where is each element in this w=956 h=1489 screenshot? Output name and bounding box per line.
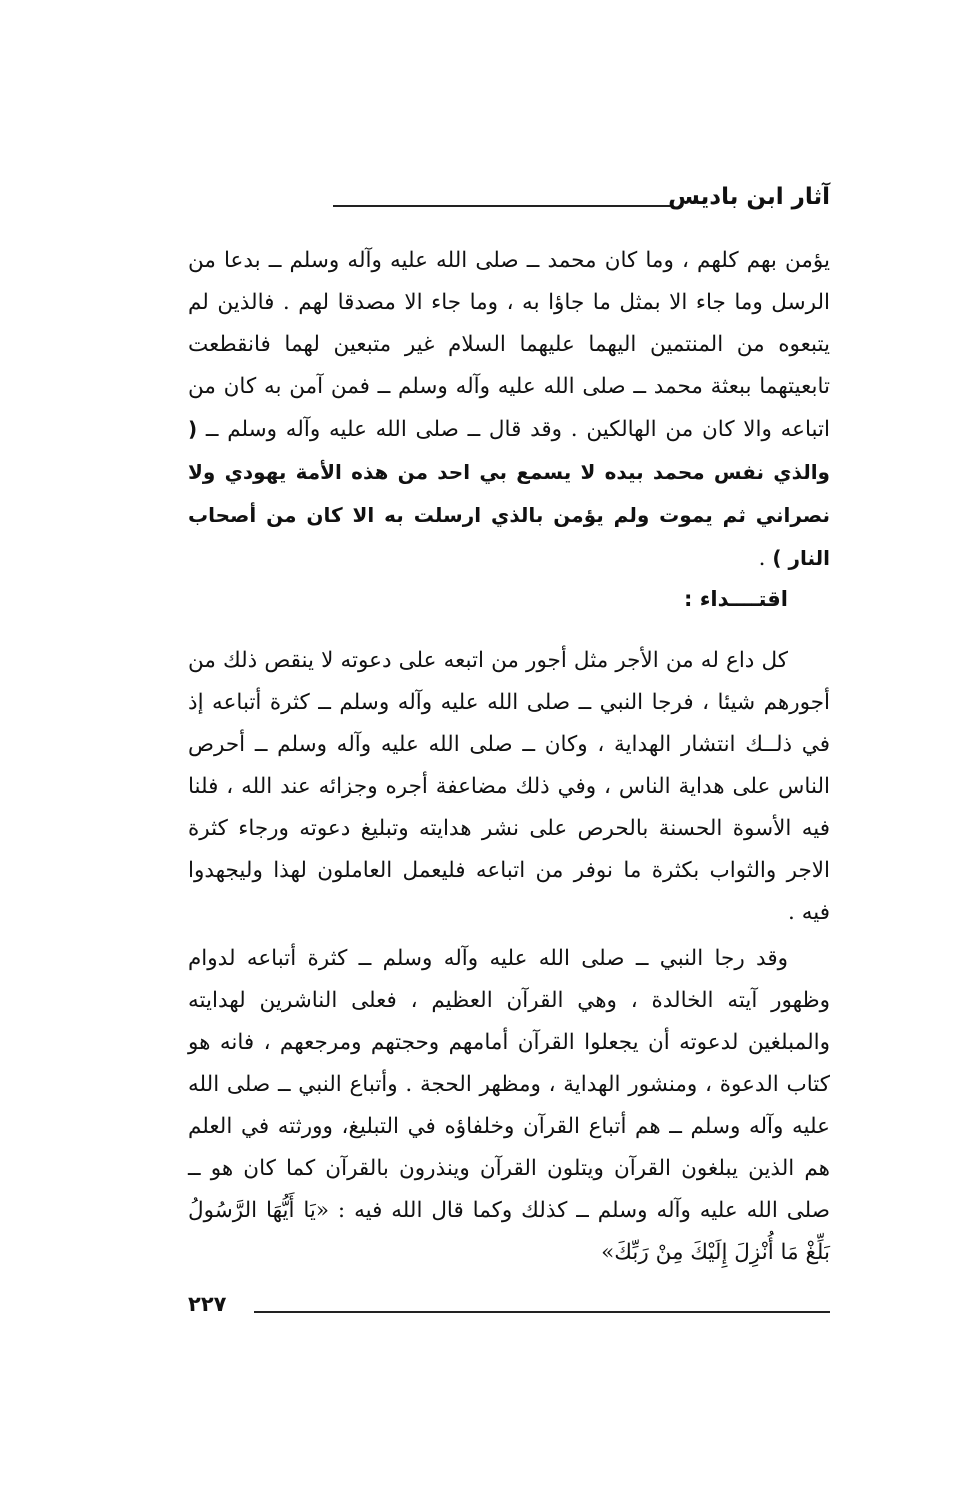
header-rule: [333, 205, 670, 207]
paragraph-1-end: .: [758, 546, 773, 571]
footer-rule: [254, 1311, 830, 1313]
running-header: [188, 180, 830, 224]
paragraph-3: [188, 938, 830, 1274]
section-heading: اقتــــداء :: [683, 587, 788, 611]
header-title: آثار ابن باديس: [668, 184, 830, 210]
page-footer: [188, 1290, 830, 1330]
paragraph-2: [188, 640, 830, 934]
paragraph-1-text: يؤمن بهم كلهم ، وما كان محمد ــ صلى الله عليه وآله وسلم ــ بدعا من الرسل وما جاء الا بمثل ما جاؤا به ، وما جاء الا مصدقا لهم . فالذين لم يتبعوه من المنتمين اليهما عليهما السلام غير متبعين لهما فانقطعت تابعيتهما ببعثة محمد ــ صلى الله عليه وآله وسلم ــ فمن آمن به كان من اتباعه والا كان من الهالكين . وقد قال ــ صلى الله عليه وآله وسلم ــ: [188, 248, 830, 442]
paragraph-2-text: كل داع له من الأجر مثل أجور من اتبعه على دعوته لا ينقص ذلك من أجورهم شيئا ، فرجا النبي ــ صلى الله عليه وآله وسلم ــ كثرة أتباعه إذ في ذلــك انتشار الهداية ، وكان ــ صلى الله عليه وآله وسلم ــ أحرص الناس على هداية الناس ، وفي ذلك مضاعفة أجره وجزائه عند الله ، فلنا فيه الأسوة الحسنة بالحرص على نشر هدايته وتبليغ دعوته ورجاء كثرة الاجر والثواب بكثرة ما نوفر من اتباعه فليعمل العاملون لهذا وليجهدوا فيه .: [188, 648, 830, 925]
paragraph-1: [188, 240, 830, 580]
paragraph-3-text: وقد رجا النبي ــ صلى الله عليه وآله وسلم ــ كثرة أتباعه لدوام وظهور آيته الخالدة ، وهي القرآن العظيم ، فعلى الناشرين لهدايته والمبلغين لدعوته أن يجعلوا القرآن أمامهم وحجتهم ومرجعهم ، فانه هو كتاب الدعوة ، ومنشور الهداية ، ومظهر الحجة . وأتباع النبي ــ صلى الله عليه وآله وسلم ــ هم أتباع القرآن وخلفاؤه في التبليغ، وورثته في العلم هم الذين يبلغون القرآن ويتلون القرآن وينذرون بالقرآن كما كان هو ــ صلى الله عليه وآله وسلم ــ كذلك وكما قال الله فيه : «يَا أَيُّهَا الرَّسُولُ بَلِّغْ مَا أُنْزِلَ إِلَيْكَ مِنْ رَبِّكَ»: [188, 946, 830, 1265]
page-number: ٢٢٧: [188, 1292, 227, 1316]
hadith-quote: ( والذي نفس محمد بيده لا يسمع بي احد من هذه الأمة يهودي ولا نصراني ثم يموت ولم يؤمن بالذي ارسلت به الا كان من أصحاب النار ): [188, 417, 830, 570]
